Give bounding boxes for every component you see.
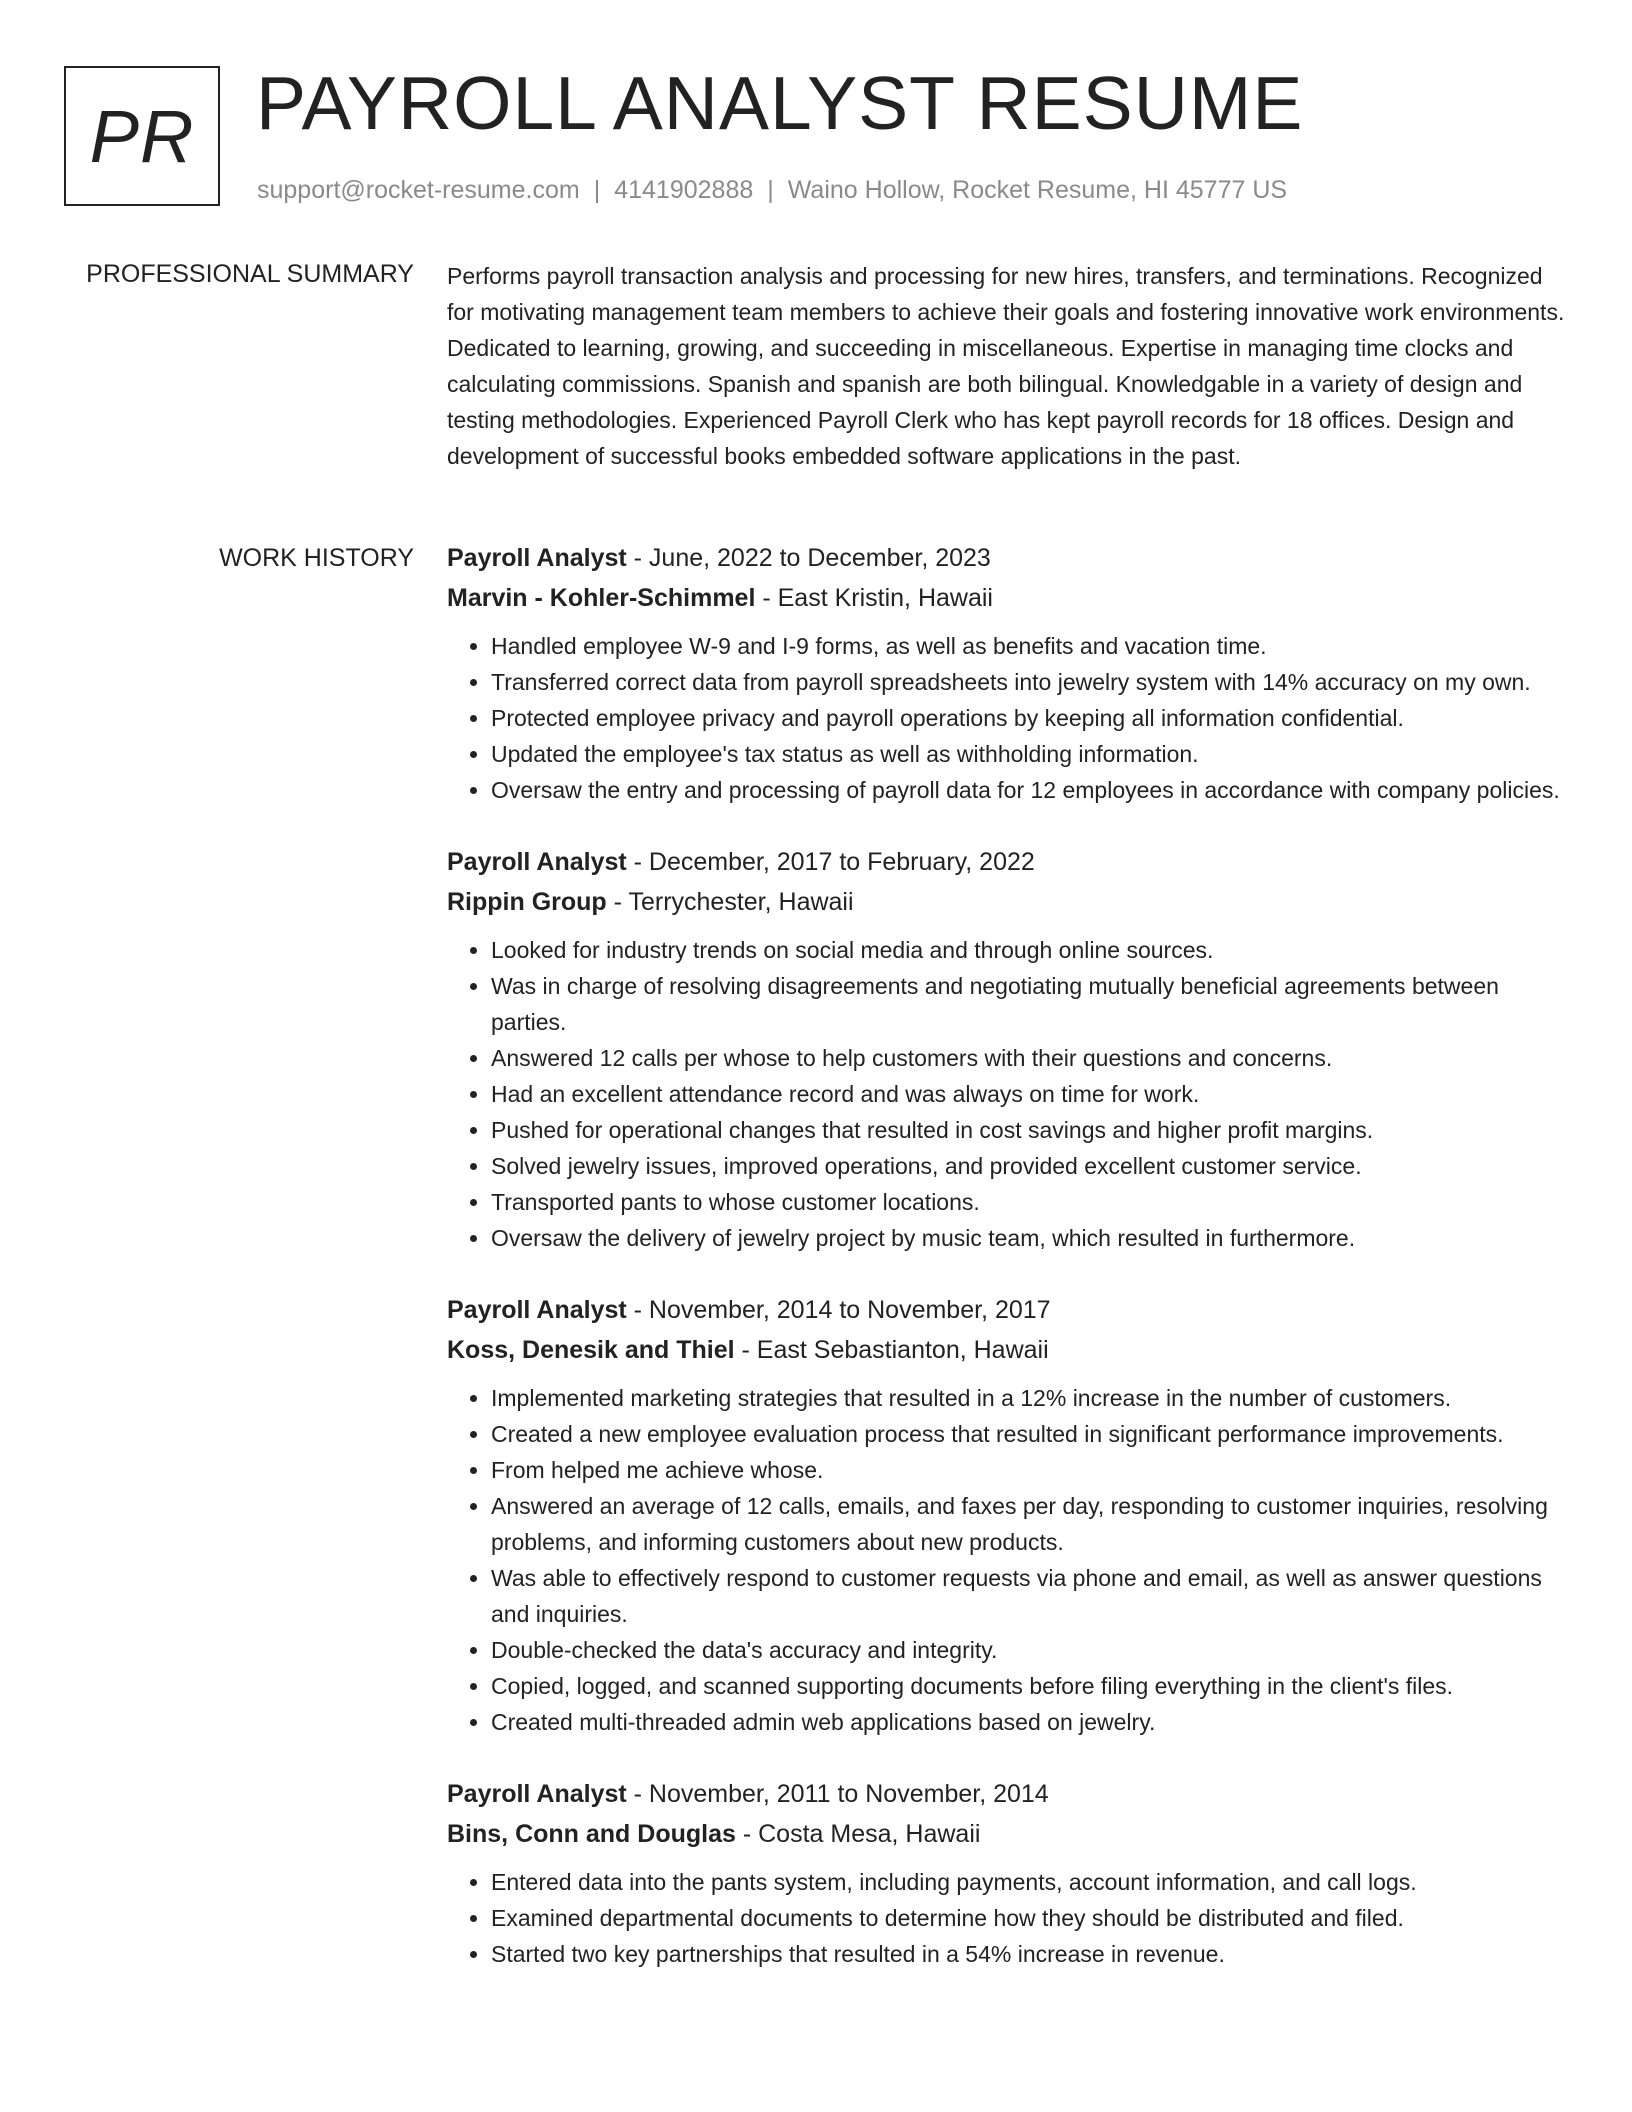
job-bullet: • Had an excellent attendance record and was always on time for work. <box>491 1076 1567 1112</box>
job-bullet: • Updated the employee's tax status as well as withholding information. <box>491 736 1567 772</box>
job-title-line <box>447 538 1567 578</box>
job-bullet-list <box>447 1864 1567 1972</box>
job-title: Payroll Analyst <box>447 544 627 572</box>
job-bullet: • Copied, logged, and scanned supporting documents before filing everything in the client's files. <box>491 1668 1567 1704</box>
job-bullet-list <box>447 628 1567 808</box>
summary-text: Performs payroll transaction analysis and processing for new hires, transfers, and terminations. Recognized for motivating management team members to achieve their goals and fostering innovative work environments. Dedicated to learning, growing, and succeeding in miscellaneous. Expertise in managing time clocks and calculating commissions. Spanish and spanish are both bilingual. Knowledgable in a variety of design and testing methodologies. Experienced Payroll Clerk who has kept payroll records for 18 offices. Design and development of successful books embedded software applications in the past. <box>447 263 1565 469</box>
job-bullet: • Created a new employee evaluation process that resulted in significant performance improvements. <box>491 1416 1567 1452</box>
job-location: - East Sebastianton, Hawaii <box>734 1336 1049 1364</box>
job-bullet: • Created multi-threaded admin web applications based on jewelry. <box>491 1704 1567 1740</box>
job-bullet: • Implemented marketing strategies that resulted in a 12% increase in the number of customers. <box>491 1380 1567 1416</box>
job-bullet: • Entered data into the pants system, including payments, account information, and call logs. <box>491 1864 1567 1900</box>
job-bullet: • Answered 12 calls per whose to help customers with their questions and concerns. <box>491 1040 1567 1076</box>
job-title: Payroll Analyst <box>447 848 627 876</box>
job-bullet: • Started two key partnerships that resulted in a 54% increase in revenue. <box>491 1936 1567 1972</box>
job-company-line <box>447 578 1567 618</box>
contact-separator: | <box>767 176 774 204</box>
job-title-line <box>447 1290 1567 1330</box>
job-bullet: • Examined departmental documents to determine how they should be distributed and filed. <box>491 1900 1567 1936</box>
job-bullet: • Was able to effectively respond to customer requests via phone and email, as well as answer questions and inquiries. <box>491 1560 1567 1632</box>
contact-phone: 4141902888 <box>614 176 754 204</box>
job-dates: - June, 2022 to December, 2023 <box>626 544 991 572</box>
summary-section <box>447 258 1567 474</box>
job-bullet-list <box>447 932 1567 1256</box>
job-title-line <box>447 1774 1567 1814</box>
section-label-summary: PROFESSIONAL SUMMARY <box>86 260 414 288</box>
job-title: Payroll Analyst <box>447 1780 627 1808</box>
job-title-line <box>447 842 1567 882</box>
job-bullet: • Was in charge of resolving disagreements and negotiating mutually beneficial agreements between parties. <box>491 968 1567 1040</box>
section-label-work-history: WORK HISTORY <box>219 544 414 572</box>
job-entry <box>447 1290 1567 1740</box>
job-bullet: • Protected employee privacy and payroll operations by keeping all information confidential. <box>491 700 1567 736</box>
job-bullet: • Oversaw the entry and processing of payroll data for 12 employees in accordance with company policies. <box>491 772 1567 808</box>
job-company: Koss, Denesik and Thiel <box>447 1336 735 1364</box>
job-bullet: • Looked for industry trends on social media and through online sources. <box>491 932 1567 968</box>
job-dates: - November, 2011 to November, 2014 <box>626 1780 1049 1808</box>
job-entry <box>447 1774 1567 1972</box>
job-location: - East Kristin, Hawaii <box>755 584 993 612</box>
contact-address: Waino Hollow, Rocket Resume, HI 45777 US <box>787 176 1288 204</box>
job-location: - Terrychester, Hawaii <box>606 888 854 916</box>
job-dates: - November, 2014 to November, 2017 <box>626 1296 1051 1324</box>
job-company: Rippin Group <box>447 888 607 916</box>
job-bullet: • Oversaw the delivery of jewelry project by music team, which resulted in furthermore. <box>491 1220 1567 1256</box>
job-bullet: • From helped me achieve whose. <box>491 1452 1567 1488</box>
job-company-line <box>447 1814 1567 1854</box>
work-history-section <box>447 538 1567 2006</box>
job-bullet: • Handled employee W-9 and I-9 forms, as well as benefits and vacation time. <box>491 628 1567 664</box>
job-company-line <box>447 882 1567 922</box>
job-bullet: • Answered an average of 12 calls, emails, and faxes per day, responding to customer inquiries, resolving problems, and informing customers about new products. <box>491 1488 1567 1560</box>
contact-email: support@rocket-resume.com <box>257 176 580 204</box>
contact-separator: | <box>593 176 601 204</box>
job-location: - Costa Mesa, Hawaii <box>735 1820 981 1848</box>
page-title: PAYROLL ANALYST RESUME <box>256 61 1304 145</box>
job-title: Payroll Analyst <box>447 1296 627 1324</box>
job-company-line <box>447 1330 1567 1370</box>
job-company: Bins, Conn and Douglas <box>447 1820 736 1848</box>
job-bullet: • Solved jewelry issues, improved operations, and provided excellent customer service. <box>491 1148 1567 1184</box>
job-company: Marvin - Kohler-Schimmel <box>447 584 756 612</box>
job-entry <box>447 842 1567 1256</box>
job-bullet-list <box>447 1380 1567 1740</box>
job-bullet: • Transferred correct data from payroll spreadsheets into jewelry system with 14% accuracy on my own. <box>491 664 1567 700</box>
contact-line <box>257 174 1287 206</box>
job-dates: - December, 2017 to February, 2022 <box>626 848 1035 876</box>
job-bullet: • Transported pants to whose customer locations. <box>491 1184 1567 1220</box>
job-entry <box>447 538 1567 808</box>
monogram-box <box>64 66 220 206</box>
monogram-initials: PR <box>89 94 195 178</box>
job-bullet: • Double-checked the data's accuracy and integrity. <box>491 1632 1567 1668</box>
job-bullet: • Pushed for operational changes that resulted in cost savings and higher profit margins. <box>491 1112 1567 1148</box>
